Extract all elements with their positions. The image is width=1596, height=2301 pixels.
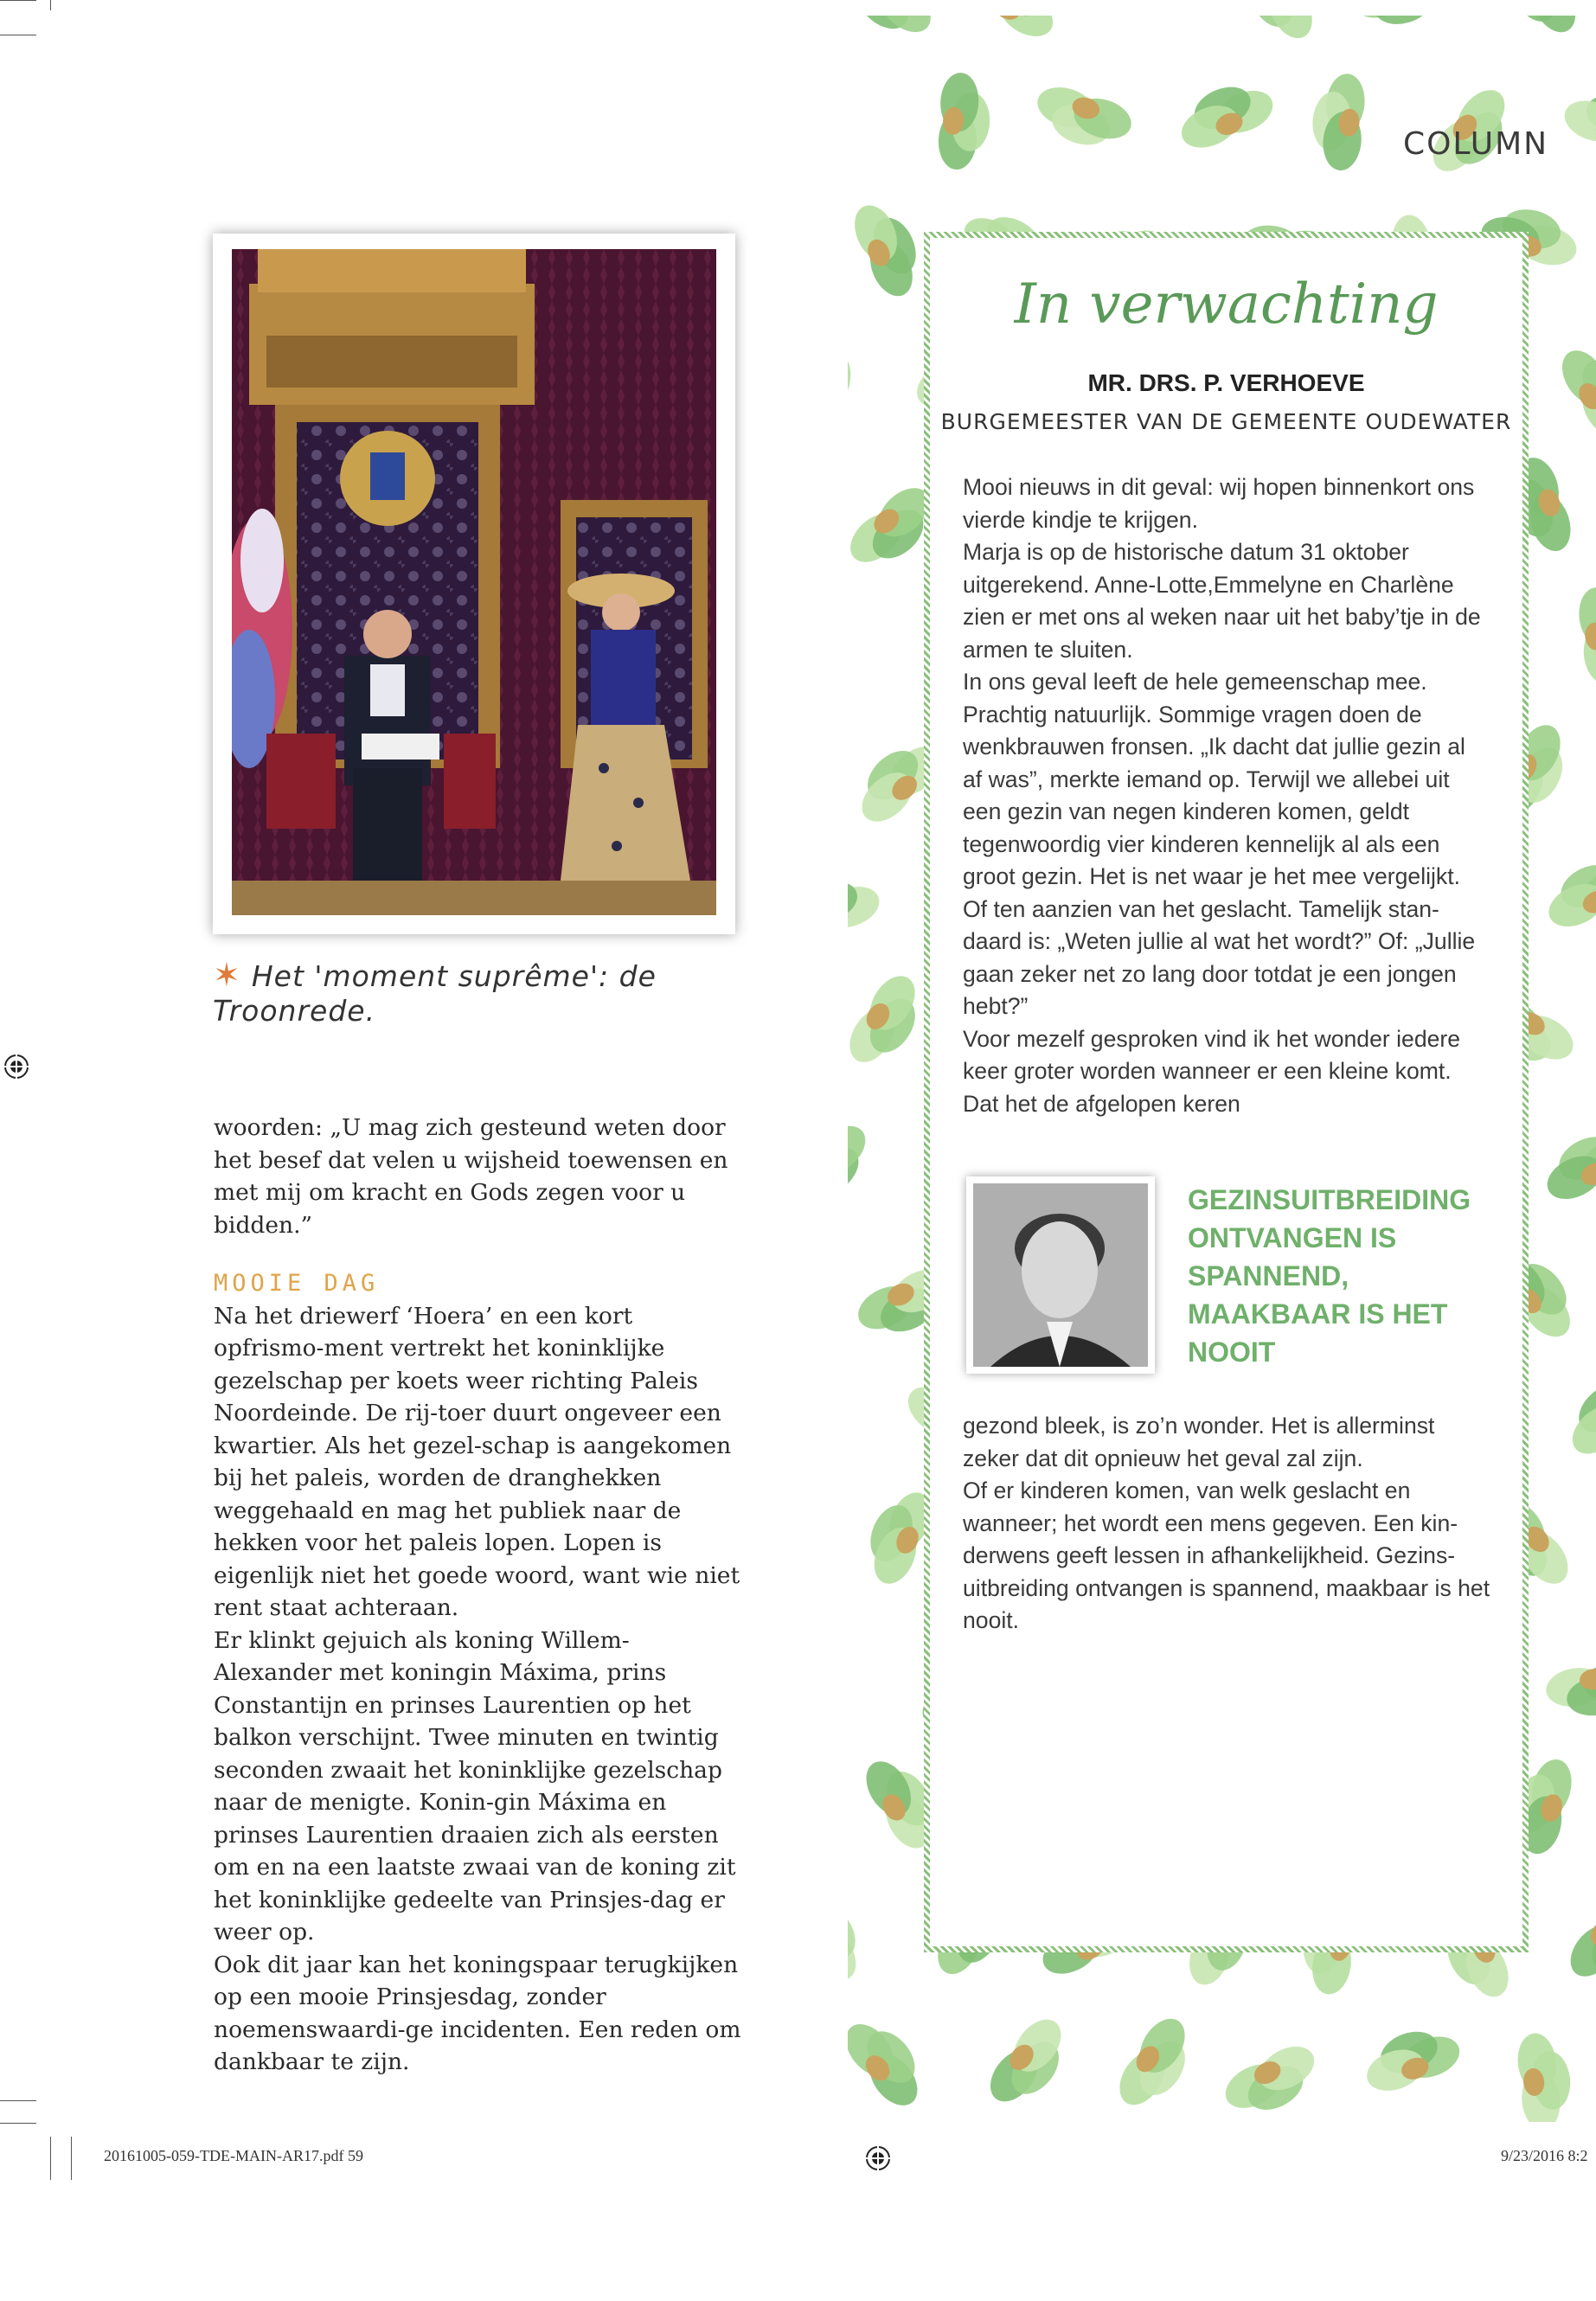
author-portrait: [973, 1183, 1148, 1367]
hazelnut-motif: [848, 194, 932, 303]
crop-mark: [71, 2137, 72, 2180]
hazelnut-motif: [1029, 80, 1136, 157]
column-card: [924, 232, 1529, 1952]
hazelnut-motif: [1561, 1887, 1596, 1993]
portrait-illustration: [973, 1183, 1148, 1367]
hazelnut-motif: [1537, 849, 1596, 935]
hazelnut-motif: [1535, 1120, 1596, 1208]
paragraph: Er klinkt gejuich als koning Willem-Alexander met koningin Máxima, prins Constantijn en prinses Laurentien op het balkon verschijnt. Twee minuten en twintig seconden zwaait het koninklijke gezelschap naar de menigte. Konin-gin Máxima en prinses Laurentien draaien zich als eersten om en na een laatste zwaai van de koning zit het koninklijke gedeelte van Prinsjes-dag er weer op.: [214, 1626, 736, 1945]
registration-mark-icon: [3, 1054, 29, 1080]
hazelnut-motif: [1515, 2030, 1574, 2122]
paragraph: Of ten aanzien van het geslacht. Tamelijk stan-daard is: „Weten jullie al wat het wordt?” Of: „Jullie gaan zeker net zo lang door totdat je een jongen hebt?”: [963, 895, 1476, 1019]
hazelnut-motif: [848, 16, 939, 51]
hazelnut-motif: [981, 2010, 1080, 2118]
hazelnut-motif: [848, 1117, 882, 1217]
left-article-column: [214, 1112, 741, 2079]
author-role: BURGEMEESTER VAN DE GEMEENTE OUDEWATER: [940, 409, 1512, 434]
crop-mark: [50, 0, 51, 10]
column-body-bottom: [963, 1410, 1490, 1638]
hazelnut-motif: [848, 593, 853, 702]
crop-mark: [50, 2137, 51, 2180]
throne-scene-illustration: [232, 249, 716, 915]
hazelnut-motif: [848, 326, 861, 433]
hazelnut-motif: [1543, 1658, 1596, 1723]
column-label: COLUMN: [1403, 126, 1549, 162]
crop-mark: [0, 2100, 36, 2101]
hazelnut-motif: [848, 1881, 875, 1989]
hazelnut-motif: [848, 2008, 936, 2115]
hazelnut-motif: [848, 1625, 856, 1734]
footer-filename: 20161005-059-TDE-MAIN-AR17.pdf 59: [104, 2147, 363, 2164]
hazelnut-motif: [1309, 71, 1368, 172]
hazelnut-motif: [1170, 72, 1279, 156]
hazelnut-motif: [1559, 82, 1596, 161]
section-subhead: MOOIE DAG: [214, 1270, 380, 1297]
hazelnut-motif: [848, 968, 934, 1077]
paragraph: Voor mezelf gesproken vind ik het wonder iedere keer groter worden wanneer er een kleine komt. Dat het de afgelopen keren: [963, 1025, 1461, 1117]
crop-mark: [0, 0, 36, 1]
hazelnut-motif: [1357, 2018, 1465, 2099]
photo-frame: [213, 234, 735, 934]
star-icon: ✶: [213, 956, 241, 994]
hazelnut-motif: [1218, 2038, 1327, 2122]
hazelnut-motif: [848, 868, 885, 946]
photo-caption: [213, 956, 749, 1028]
paragraph: Mooi nieuws in dit geval: wij hopen binnenkort ons vierde kindje te krijgen.: [963, 474, 1475, 533]
pull-quote: GEZINSUITBREIDING ONTVANGEN IS SPANNEND, MAAKBAAR IS HET NOOIT: [1188, 1184, 1471, 1368]
hazelnut-motif: [958, 16, 1067, 46]
paragraph: Marja is op de historische datum 31 oktober uitgerekend. Anne-Lotte,Emmelyne en Charlène zien er met ons al weken naar uit het baby’tje in de armen te sluiten.: [963, 539, 1481, 663]
paragraph: In ons geval leeft de hele gemeenschap mee. Prachtig natuurlijk. Sommige vragen doen de wenkbrauwen fronsen. „Ik dacht dat jullie gezin al af was”, merkte iemand op. Terwijl we allebei uit een gezin van negen kinderen komen, geldt tegenwoordig vier kinderen kennelijk al als een groot gezin. Het is net waar je het mee vergelijkt.: [963, 669, 1465, 889]
throne-photo: [232, 249, 716, 915]
column-title: In verwachting: [1014, 272, 1439, 336]
author-portrait-frame: [966, 1176, 1155, 1374]
paragraph: Of er kinderen komen, van welk geslacht en wanneer; het wordt een mens gegeven. Een kin-derwens geeft lessen in afhankelijkheid. Gezins-uitbreiding ontvangen is spannend, maakbaar is het nooit.: [963, 1477, 1490, 1633]
paragraph: gezond bleek, is zo’n wonder. Het is allerminst zeker dat dit opnieuw het geval zal zijn.: [963, 1413, 1435, 1471]
hazelnut-motif: [1111, 2010, 1205, 2119]
hazelnut-motif: [1576, 584, 1596, 686]
hazelnut-motif: [1232, 16, 1321, 51]
caption-text: Het 'moment suprême': de Troonrede.: [213, 959, 657, 1028]
hazelnut-motif: [1553, 336, 1596, 445]
hazelnut-motif: [1349, 16, 1456, 35]
author-name: MR. DRS. P. VERHOEVE: [1087, 369, 1365, 396]
crop-mark: [0, 2123, 36, 2124]
hazelnut-motif: [937, 72, 992, 171]
hazelnut-motif: [1555, 1362, 1596, 1463]
registration-mark-icon: [865, 2145, 891, 2171]
column-body-top: [963, 471, 1490, 1120]
paragraph: Na het driewerf ‘Hoera’ en een kort opfrismo-ment vertrekt het koninklijke gezelschap per koets weer richting Paleis Noordeinde. De rij-toer duurt ongeveer een kwartier. Als het gezel-schap is aangekomen bij het paleis, worden de dranghekken weggehaald en mag het publiek naar de hekken voor het paleis lopen. Lopen is eigenlijk niet het goede woord, want wie niet rent staat achteraan.: [214, 1302, 740, 1621]
hazelnut-motif: [1494, 16, 1585, 46]
paragraph: Ook dit jaar kan het koningspaar terugkijken op een mooie Prinsjesdag, zonder noemenswaardi-ge incidenten. Een reden om dankbaar te zijn.: [214, 1951, 741, 2075]
footer-date: 9/23/2016 8:2: [1501, 2147, 1588, 2164]
paragraph: woorden: „U mag zich gesteund weten door het besef dat velen u wijsheid toewensen en met mij om kracht en Gods zegen voor u bidden.”: [214, 1114, 728, 1239]
